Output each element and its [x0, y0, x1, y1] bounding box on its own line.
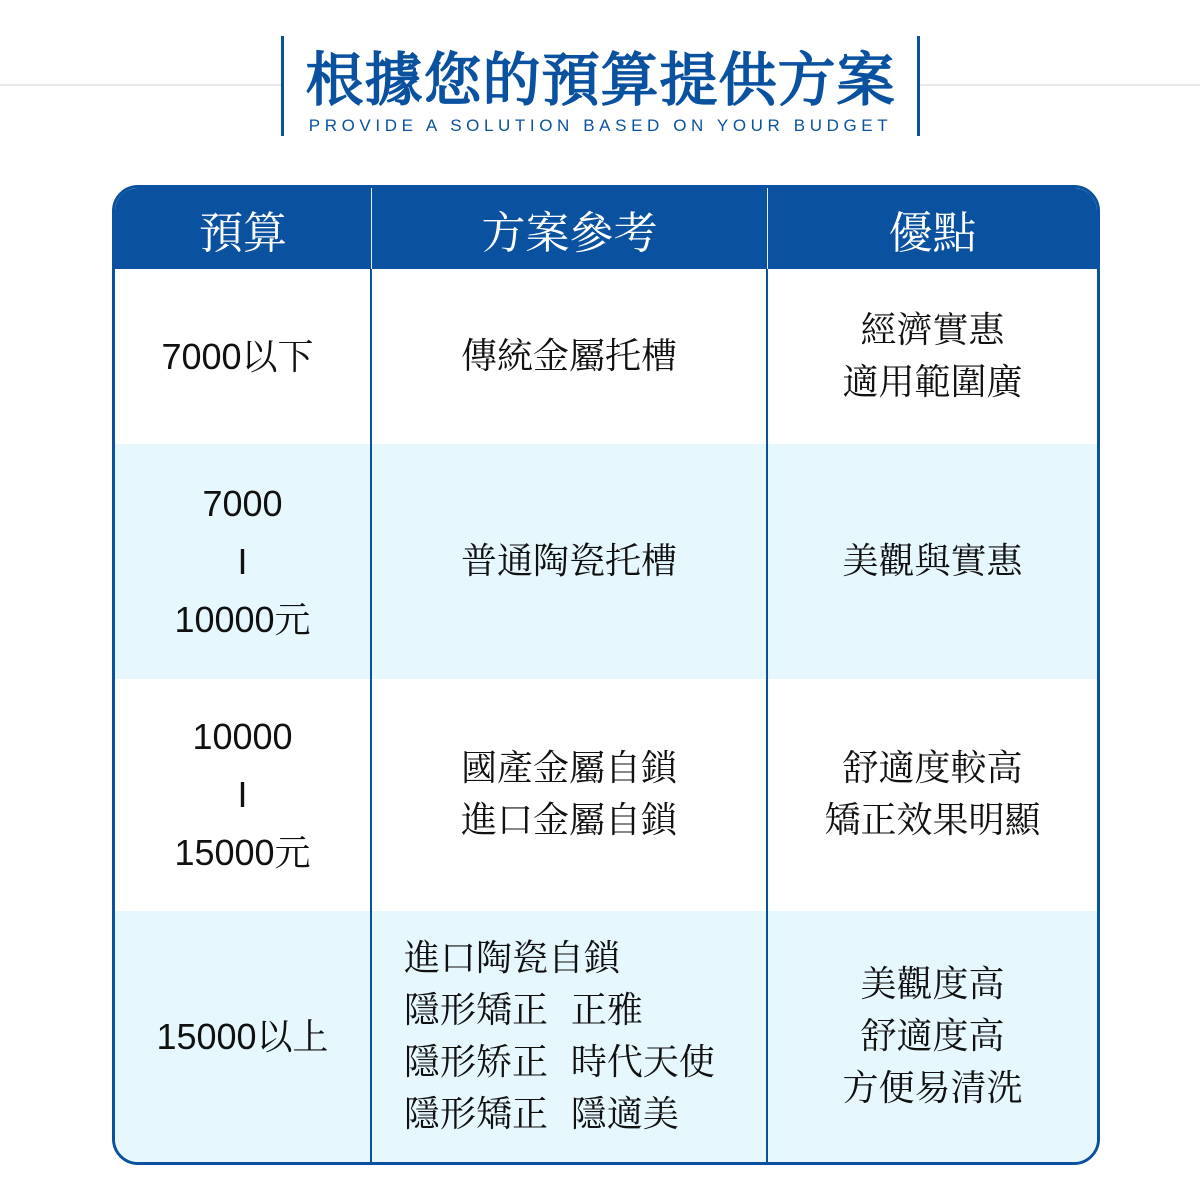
plan-text: 隱形矯正 正雅	[404, 989, 643, 1031]
plan-text: 傳統金屬托槽	[460, 335, 677, 377]
advantages-cell	[768, 911, 1097, 1162]
budget-cell	[115, 269, 372, 444]
column-header-plan: 方案參考	[372, 188, 768, 269]
table-header	[115, 188, 1097, 269]
page-subtitle: PROVIDE A SOLUTION BASED ON YOUR BUDGET	[308, 116, 893, 135]
advantages-cell	[768, 269, 1097, 444]
advantage-text: 矯正效果明顯	[824, 800, 1041, 841]
advantage-text: 舒適度高	[860, 1015, 1005, 1057]
plan-text: 進口金屬自鎖	[460, 800, 677, 841]
budget-text: 7000	[202, 482, 283, 524]
table-row	[115, 269, 1097, 444]
budget-cell	[115, 444, 372, 679]
plan-text: 隱形矯正 隱適美	[404, 1093, 679, 1135]
table-row	[115, 444, 1097, 679]
decorative-divider-right	[920, 84, 1200, 86]
plan-cell	[372, 911, 768, 1162]
plan-text: 隱形矫正 時代天使	[404, 1041, 715, 1083]
budget-text: 15000以上	[156, 1015, 329, 1057]
plan-text: 進口陶瓷自鎖	[404, 937, 621, 979]
budget-text: 15000元	[174, 832, 311, 873]
budget-cell	[115, 679, 372, 911]
advantage-text: 經濟實惠	[860, 309, 1005, 351]
budget-text: 7000以下	[161, 335, 314, 377]
budget-cell	[115, 911, 372, 1162]
table-row	[115, 679, 1097, 911]
budget-range-separator: I	[237, 540, 248, 582]
budget-text: 10000元	[174, 598, 311, 640]
decorative-divider-left	[0, 84, 281, 86]
advantage-text: 美觀度高	[860, 963, 1005, 1005]
advantage-text: 舒適度較高	[842, 748, 1023, 789]
advantage-text: 方便易清洗	[842, 1067, 1023, 1109]
advantage-text: 適用範圍廣	[842, 361, 1023, 403]
column-header-advantages: 優點	[888, 207, 977, 259]
budget-range-separator: I	[237, 774, 248, 815]
budget-text: 10000	[192, 716, 293, 757]
column-header-budget: 預算	[115, 188, 372, 269]
plan-text: 普通陶瓷托槽	[460, 540, 677, 582]
advantages-cell	[768, 444, 1097, 679]
table-row	[115, 911, 1097, 1162]
plan-cell	[372, 679, 768, 911]
budget-solution-table	[112, 185, 1100, 1165]
page-title: 根據您的預算提供方案	[305, 46, 896, 114]
plan-text: 國產金屬自鎖	[460, 748, 677, 789]
page-header	[281, 36, 920, 136]
plan-cell	[372, 444, 768, 679]
advantage-text: 美觀與實惠	[842, 540, 1023, 582]
advantages-cell	[768, 679, 1097, 911]
plan-cell	[372, 269, 768, 444]
